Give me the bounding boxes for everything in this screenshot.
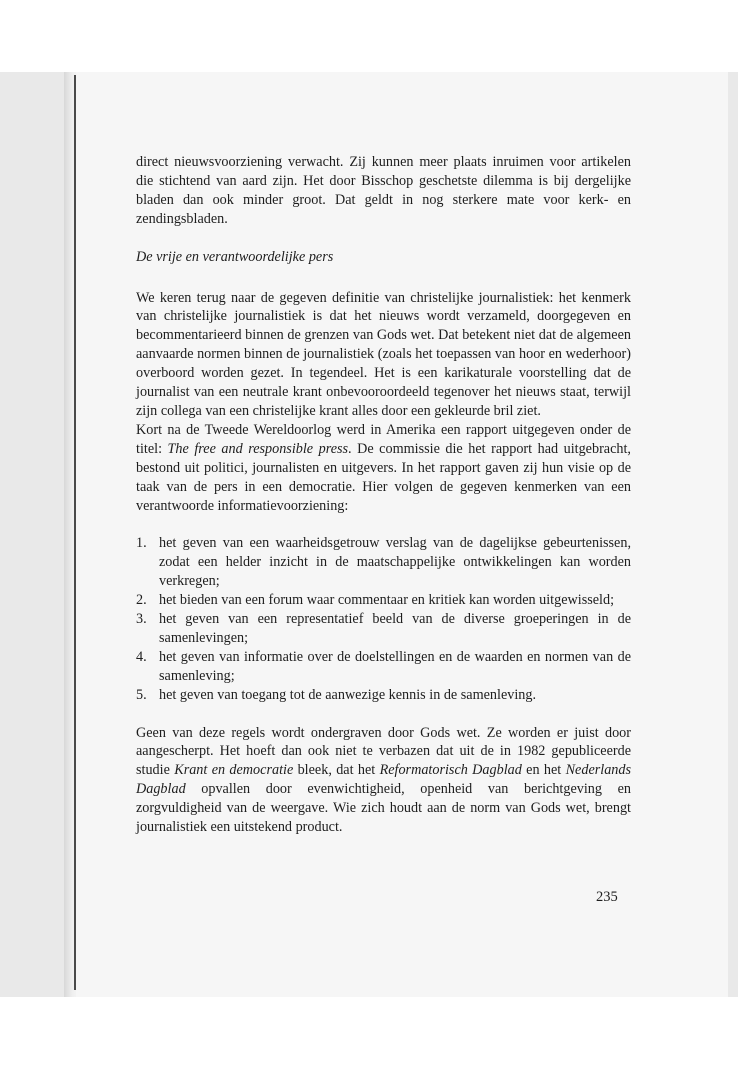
list-item xyxy=(136,648,631,686)
list-item xyxy=(136,610,631,648)
list-text: het geven van informatie over de doelstellingen en de waarden en normen van de samenleving; xyxy=(159,648,631,684)
list-text: het geven van een representatief beeld van de diverse groeperingen in de samenlevingen; xyxy=(159,611,631,646)
newspaper-title-1: Reformatorisch Dagblad xyxy=(379,762,522,779)
paragraph-4-text-c: en het xyxy=(521,762,566,779)
list-item xyxy=(136,534,631,591)
paragraph-4-text-b: bleek, dat het xyxy=(293,762,380,779)
report-title: The free and responsible press xyxy=(167,440,349,457)
paragraph-3-text-a: Kort na de Tweede Wereldoorlog werd in Amerika een rapport uitgegeven onder de titel: xyxy=(136,421,631,457)
paragraph-3-text-b: . De commissie die het rapport had uitgebracht, bestond uit politici, journalisten en uitgevers. In het rapport gaven zij hun visie op de taak van de pers in een democratie. Hier volgen de gegeven kenmerken van een verantwoorde informatievoorziening: xyxy=(136,440,631,514)
list-number: 4. xyxy=(136,648,147,665)
paragraph-1: direct nieuwsvoorziening verwacht. Zij kunnen meer plaats inruimen voor artikelen die stichtend van aard zijn. Het door Bisschop geschetste dilemma is bij dergelijke bladen dan ook minder groot. Dat geldt in nog sterkere mate voor kerk- en zendingsbladen. xyxy=(136,154,631,227)
section-heading: De vrije en verantwoordelijke pers xyxy=(136,248,334,265)
list-number: 2. xyxy=(136,592,147,609)
paragraph-2: We keren terug naar de gegeven definitie van christelijke journalistiek: het kenmerk van christelijke journalistiek is dat het nieuws wordt verzameld, doorgegeven en becommentarieerd binnen de grenzen van Gods wet. Dat betekent niet dat de algemeen aanvaarde normen binnen de journalistiek (zoals het toepassen van hoor en wederhoor) overboord worden gezet. In tegendeel. Het is een karikaturale voorstelling dat de journalist van een neutrale krant onbevooroordeeld tegenover het nieuws staat, terwijl zijn collega van een christelijke krant alles door een gekleurde bril ziet. xyxy=(136,289,631,419)
list-item xyxy=(136,591,631,610)
paragraph-3 xyxy=(136,421,631,516)
page-edge-line xyxy=(74,75,76,990)
spacer xyxy=(136,705,631,724)
page-text xyxy=(136,153,631,837)
spacer xyxy=(136,515,631,534)
study-title: Krant en democratie xyxy=(174,762,294,779)
list-item xyxy=(136,686,631,705)
paragraph-4-text-a: Geen van deze regels wordt ondergraven door Gods wet. Ze worden er juist door aangescherpt. Het hoeft dan ook niet te verbazen dat uit de in 1982 gepubliceerde studie xyxy=(136,724,631,779)
numbered-list xyxy=(136,534,631,704)
list-text: het geven van een waarheidsgetrouw verslag van de dagelijkse gebeurtenissen, zodat een helder inzicht in de maatschappelijke ontwikkelingen kan worden verkregen; xyxy=(159,535,631,590)
list-text: het geven van toegang tot de aanwezige kennis in de samenleving. xyxy=(159,686,537,703)
paragraph-4 xyxy=(136,724,631,837)
list-number: 1. xyxy=(136,535,147,552)
list-number: 5. xyxy=(136,686,147,703)
list-number: 3. xyxy=(136,611,147,628)
list-text: het bieden van een forum waar commentaar en kritiek kan worden uitgewisseld; xyxy=(159,592,615,609)
newspaper-title-2: Nederlands Dagblad xyxy=(136,762,632,798)
paragraph-4-text-d: opvallen door evenwichtigheid, openheid van berichtgeving en zorgvuldigheid van de weergave. Wie zich houdt aan de norm van Gods wet, brengt journalistiek een uitstekend product. xyxy=(136,781,631,836)
page-number: 235 xyxy=(596,889,618,905)
